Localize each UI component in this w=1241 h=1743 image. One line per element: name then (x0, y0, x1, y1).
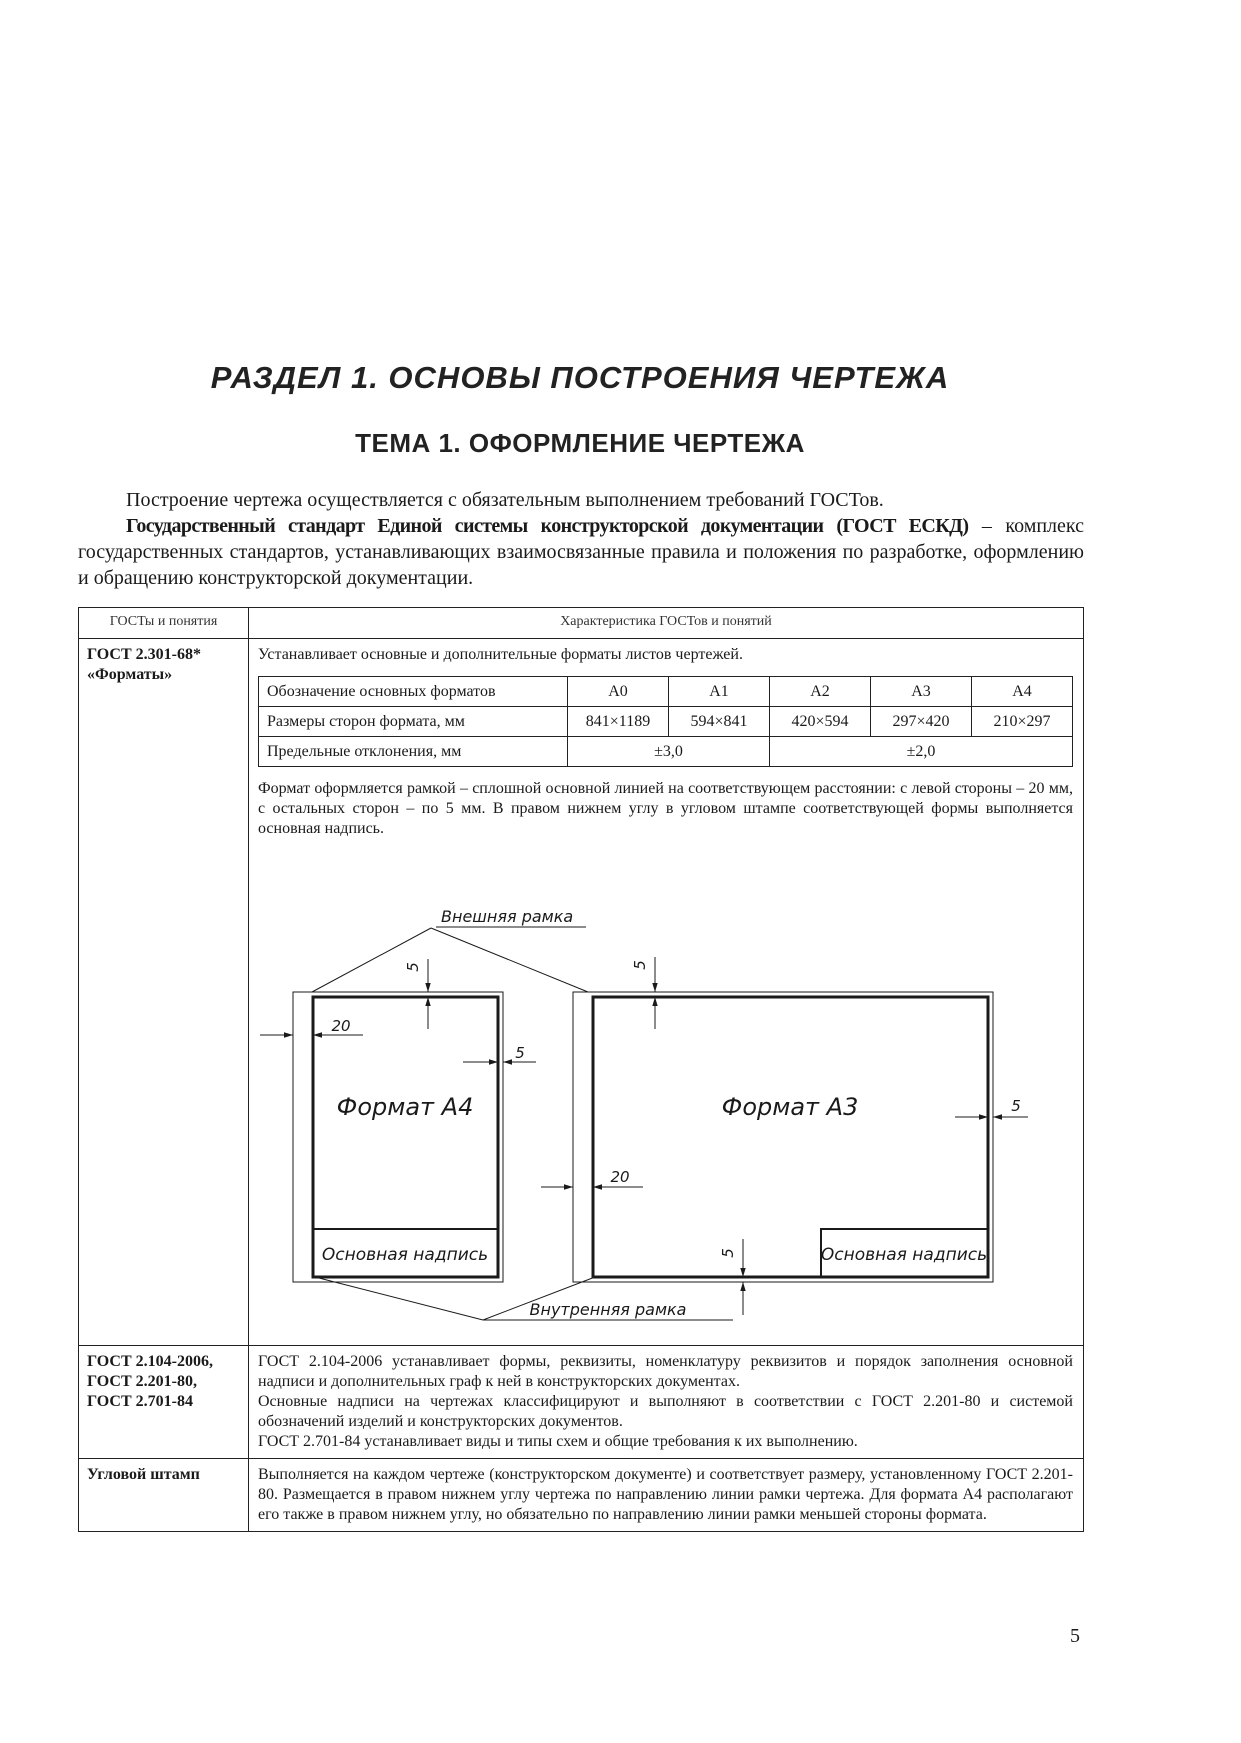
formats-table (258, 676, 1073, 767)
a3-dim-bottom-value: 5 (719, 1248, 737, 1258)
size-cell: 841×1189 (568, 707, 669, 737)
a3-dim-right-value: 5 (1011, 1097, 1021, 1115)
format-cell: А2 (770, 677, 871, 707)
size-cell: 210×297 (972, 707, 1073, 737)
term-line: ГОСТ 2.301-68* (87, 646, 201, 663)
size-cell: 297×420 (871, 707, 972, 737)
intro-paragraph-1: Построение чертежа осуществляется с обязательным выполнением требований ГОСТов. (126, 489, 884, 511)
a4-dim-left-value: 20 (331, 1017, 351, 1035)
description-formats (249, 639, 1084, 1346)
table-row-formats (79, 639, 1084, 1346)
description-paragraph: ГОСТ 2.104-2006 устанавливает формы, реквизиты, номенклатуру реквизитов и порядок заполнения основной надписи и дополнительных граф к ней в конструкторских документах. (258, 1353, 1073, 1390)
a3-outer-frame (573, 992, 993, 1282)
formats-sizes-row (259, 707, 1073, 737)
intro-paragraph-2 (78, 513, 1084, 591)
description-paragraph: Выполняется на каждом чертеже (конструкторском документе) и соответствует размеру, установленному ГОСТ 2.201-80. Размещается в правом нижнем углу чертежа по направлению линии рамки чертежа. Для формата А4 располагают его также в правом нижнем углу, но обязательно по направлению линии рамки меньшей стороны формата. (258, 1466, 1073, 1523)
format-cell: А3 (871, 677, 972, 707)
format-a4-label: Формат А4 (336, 1093, 474, 1121)
format-frames-drawing (258, 849, 1058, 1339)
intro-text (78, 487, 1084, 591)
term-corner-stamp: Угловой штамп (79, 1459, 249, 1532)
a3-dim-left-value: 20 (610, 1168, 630, 1186)
format-cell: А1 (669, 677, 770, 707)
formats-intro: Устанавливает основные и дополнительные форматы листов чертежей. (258, 646, 743, 663)
formats-tolerance-label: Предельные отклонения, мм (259, 737, 568, 767)
inner-frame-label: Внутренняя рамка (529, 1300, 687, 1319)
term-line: «Форматы» (87, 666, 173, 683)
outer-frame-leader-a3 (431, 928, 588, 992)
formats-sizes-label: Размеры сторон формата, мм (259, 707, 568, 737)
formats-designation-label: Обозначение основных форматов (259, 677, 568, 707)
a4-inner-frame (313, 997, 498, 1277)
format-cell: А4 (972, 677, 1073, 707)
formats-frame-description: Формат оформляется рамкой – сплошной основной линией на соответствующем расстоянии: с левой стороны – 20 мм, с остальных сторон – по 5 мм. В правом нижнем углу в угловом штампе соответствующей формы выполняется основная надпись. (258, 780, 1073, 837)
section-title: РАЗДЕЛ 1. ОСНОВЫ ПОСТРОЕНИЯ ЧЕРТЕЖА (210, 360, 950, 395)
tolerance-small: ±2,0 (770, 737, 1073, 767)
format-cell: А0 (568, 677, 669, 707)
format-frames-svg (258, 849, 1058, 1339)
term-line: ГОСТ 2.104-2006, (87, 1353, 213, 1370)
a3-inner-frame (593, 997, 988, 1277)
eskd-definition-text: – комплекс государственных стандартов, устанавливающих взаимосвязанные правила и положения по разработке, оформлению и обращению конструкторской документации. (78, 515, 1085, 589)
description-gost-2-104 (249, 1346, 1084, 1459)
gost-table (78, 607, 1084, 1532)
page-number: 5 (1070, 1625, 1080, 1647)
outer-frame-label: Внешняя рамка (441, 907, 574, 926)
outer-frame-leader-a4 (312, 928, 431, 992)
table-row-corner-stamp (79, 1459, 1084, 1532)
header-characteristics: Характеристика ГОСТов и понятий (249, 608, 1084, 639)
a4-title-block-label: Основная надпись (321, 1245, 489, 1265)
eskd-definition-term: Государственный стандарт Единой системы конструкторской документации (ГОСТ ЕСКД) (126, 515, 969, 537)
header-gosts: ГОСТы и понятия (79, 608, 249, 639)
tolerance-large: ±3,0 (568, 737, 770, 767)
size-cell: 420×594 (770, 707, 871, 737)
table-row-gost-2-104 (79, 1346, 1084, 1459)
formats-designation-row (259, 677, 1073, 707)
a3-dim-top-value: 5 (631, 960, 649, 970)
description-paragraph: Основные надписи на чертежах классифицируют и выполняют в соответствии с ГОСТ 2.201-80 и системой обозначений изделий и конструкторских документов. (258, 1393, 1073, 1430)
a4-dim-right-value: 5 (515, 1044, 525, 1062)
term-line: ГОСТ 2.201-80, (87, 1373, 197, 1390)
term-gost-2-104 (79, 1346, 249, 1459)
a3-title-block-label: Основная надпись (820, 1245, 988, 1265)
term-gost-2-301 (79, 639, 249, 1346)
term-line: ГОСТ 2.701-84 (87, 1393, 193, 1410)
format-a3-label: Формат А3 (721, 1093, 859, 1121)
topic-title: ТЕМА 1. ОФОРМЛЕНИЕ ЧЕРТЕЖА (355, 428, 805, 458)
description-corner-stamp (249, 1459, 1084, 1532)
description-paragraph: ГОСТ 2.701-84 устанавливает виды и типы схем и общие требования к их выполнению. (258, 1433, 858, 1450)
inner-frame-leader-a4 (315, 1277, 483, 1320)
table-header-row (79, 608, 1084, 639)
a4-dim-top-value: 5 (404, 962, 422, 972)
formats-tolerance-row (259, 737, 1073, 767)
size-cell: 594×841 (669, 707, 770, 737)
